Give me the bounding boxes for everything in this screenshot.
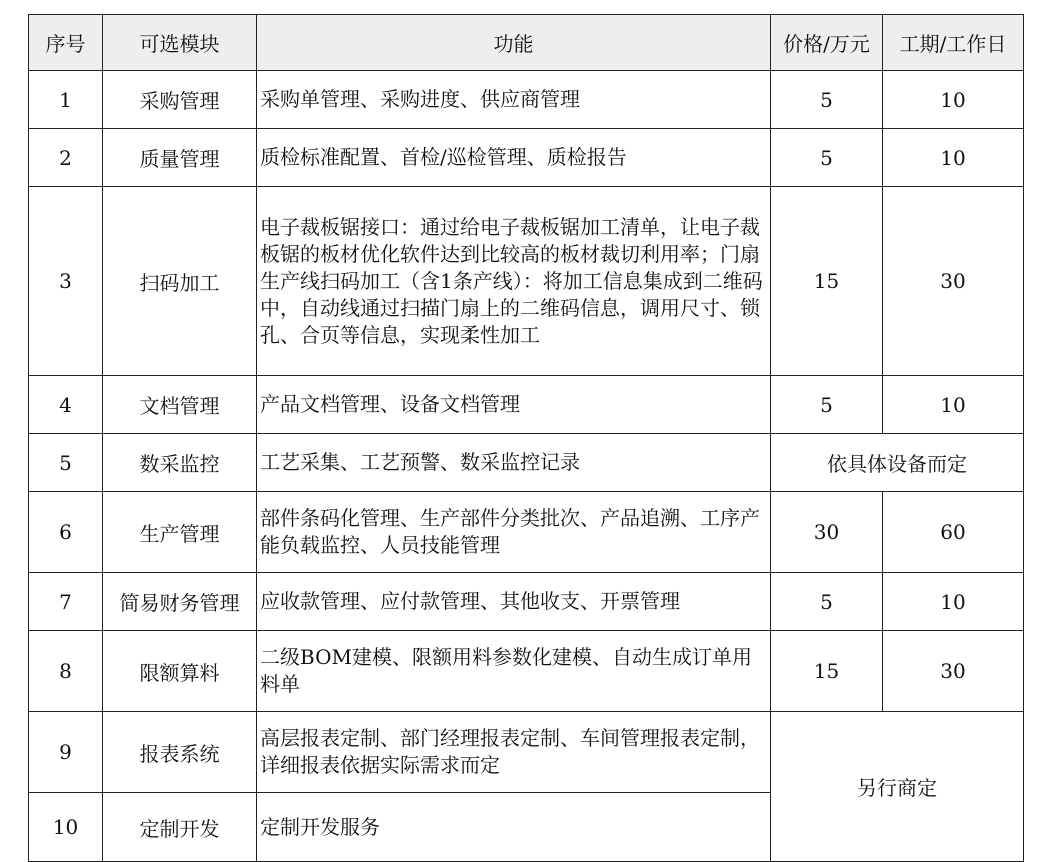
row-module: 定制开发 [103,793,257,862]
row-function: 工艺采集、工艺预警、数采监控记录 [257,434,771,492]
header-row [29,15,1024,71]
header-price: 价格/万元 [771,15,883,71]
row-duration: 10 [883,129,1024,187]
row-module: 报表系统 [103,712,257,793]
row-index: 2 [29,129,103,187]
row-price: 5 [771,376,883,434]
row-index: 9 [29,712,103,793]
table-row [29,492,1024,573]
row-function: 采购单管理、采购进度、供应商管理 [257,71,771,129]
table-row [29,631,1024,712]
header-function: 功能 [257,15,771,71]
row-function: 电子裁板锯接口：通过给电子裁板锯加工清单，让电子裁板锯的板材优化软件达到比较高的板材裁切利用率；门扇生产线扫码加工（含1条产线）：将加工信息集成到二维码中，自动线通过扫描门扇上的二维码信息，调用尺寸、锁孔、合页等信息，实现柔性加工 [257,187,771,376]
row-price-duration-merged: 依具体设备而定 [771,434,1024,492]
row-index: 8 [29,631,103,712]
row-index: 7 [29,573,103,631]
row-index: 5 [29,434,103,492]
row-function: 高层报表定制、部门经理报表定制、车间管理报表定制，详细报表依据实际需求而定 [257,712,771,793]
header-index: 序号 [29,15,103,71]
row-price: 5 [771,71,883,129]
row-index: 1 [29,71,103,129]
row-module: 质量管理 [103,129,257,187]
row-duration: 10 [883,71,1024,129]
row-price: 5 [771,129,883,187]
row-index: 6 [29,492,103,573]
row-function: 产品文档管理、设备文档管理 [257,376,771,434]
module-price-table [28,14,1024,862]
row-module: 文档管理 [103,376,257,434]
row-duration: 30 [883,187,1024,376]
row-index: 10 [29,793,103,862]
row-index: 4 [29,376,103,434]
row-function: 定制开发服务 [257,793,771,862]
row-function: 应收款管理、应付款管理、其他收支、开票管理 [257,573,771,631]
merged-negotiable-cell: 另行商定 [771,712,1024,862]
row-price: 15 [771,631,883,712]
row-duration: 30 [883,631,1024,712]
table-row [29,129,1024,187]
header-module: 可选模块 [103,15,257,71]
table-row [29,434,1024,492]
table-row [29,376,1024,434]
row-price: 15 [771,187,883,376]
row-module: 简易财务管理 [103,573,257,631]
header-duration: 工期/工作日 [883,15,1024,71]
row-duration: 60 [883,492,1024,573]
table-row [29,573,1024,631]
row-duration: 10 [883,376,1024,434]
row-module: 限额算料 [103,631,257,712]
row-function: 二级BOM建模、限额用料参数化建模、自动生成订单用料单 [257,631,771,712]
row-module: 扫码加工 [103,187,257,376]
row-price: 5 [771,573,883,631]
table-row [29,712,1024,793]
row-function: 部件条码化管理、生产部件分类批次、产品追溯、工序产能负载监控、人员技能管理 [257,492,771,573]
row-duration: 10 [883,573,1024,631]
row-price: 30 [771,492,883,573]
row-function: 质检标准配置、首检/巡检管理、质检报告 [257,129,771,187]
row-module: 采购管理 [103,71,257,129]
row-module: 生产管理 [103,492,257,573]
row-index: 3 [29,187,103,376]
row-module: 数采监控 [103,434,257,492]
table-row [29,71,1024,129]
table-row [29,187,1024,376]
